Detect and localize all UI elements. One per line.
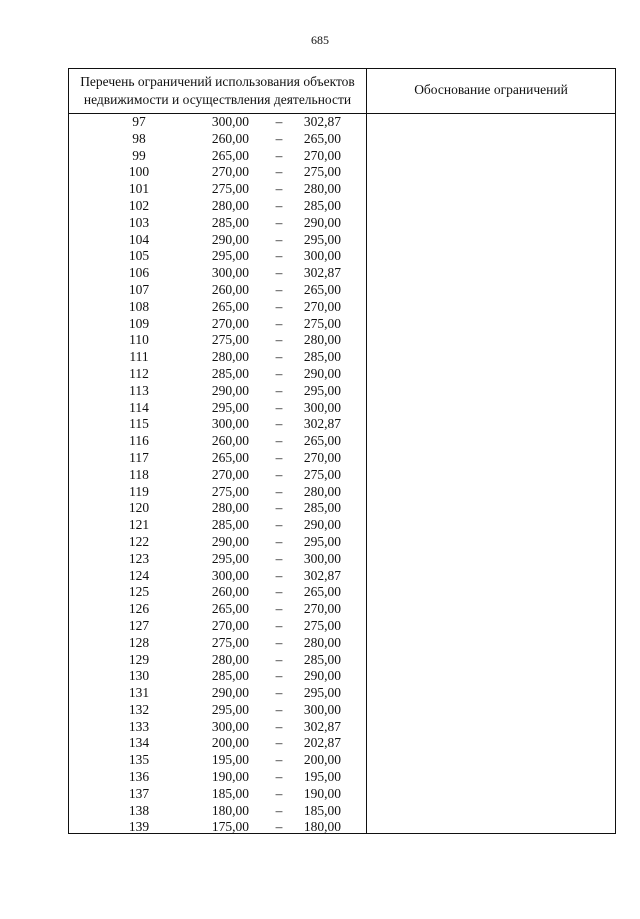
row-number: 121: [128, 517, 150, 533]
range-dash: –: [275, 332, 283, 348]
row-number: 130: [128, 668, 150, 684]
range-dash: –: [275, 382, 283, 398]
row-number: 98: [132, 130, 146, 146]
range-from: 300,00: [211, 416, 249, 432]
range-dash: –: [275, 701, 283, 717]
table-row: [69, 769, 366, 786]
row-number: 128: [128, 634, 150, 650]
row-number: 100: [128, 164, 150, 180]
table-row: [69, 450, 366, 467]
range-from: 275,00: [211, 634, 249, 650]
row-number: 126: [128, 601, 150, 617]
row-number: 125: [128, 584, 150, 600]
table-body: [69, 114, 366, 836]
table-row: [69, 349, 366, 366]
row-number: 105: [128, 248, 150, 264]
table-row: [69, 299, 366, 316]
table-row: [69, 735, 366, 752]
range-dash: –: [275, 449, 283, 465]
range-from: 300,00: [211, 265, 249, 281]
range-to: 275,00: [303, 466, 341, 482]
row-number: 124: [128, 567, 150, 583]
range-from: 260,00: [211, 281, 249, 297]
range-dash: –: [275, 651, 283, 667]
row-number: 117: [129, 449, 149, 465]
range-to: 285,00: [303, 500, 341, 516]
range-dash: –: [275, 164, 283, 180]
table-row: [69, 316, 366, 333]
row-number: 122: [128, 533, 150, 549]
range-from: 285,00: [211, 517, 249, 533]
range-to: 280,00: [303, 483, 341, 499]
table-row: [69, 265, 366, 282]
range-from: 300,00: [211, 114, 249, 129]
row-number: 129: [128, 651, 150, 667]
table-row: [69, 248, 366, 265]
range-from: 295,00: [211, 701, 249, 717]
table-row: [69, 114, 366, 131]
range-to: 290,00: [303, 517, 341, 533]
table-row: [69, 500, 366, 517]
row-number: 110: [129, 332, 149, 348]
range-to: 300,00: [303, 701, 341, 717]
range-from: 280,00: [211, 500, 249, 516]
row-number: 111: [129, 349, 149, 365]
table-row: [69, 601, 366, 618]
range-dash: –: [275, 500, 283, 516]
row-number: 109: [128, 315, 150, 331]
range-dash: –: [275, 685, 283, 701]
range-to: 285,00: [303, 197, 341, 213]
table-row: [69, 282, 366, 299]
range-to: 270,00: [303, 147, 341, 163]
header-justification: Обоснование ограничений: [414, 82, 568, 97]
header-left-line2: недвижимости и осуществления деятельности: [83, 92, 352, 107]
table-row: [69, 685, 366, 702]
table-row: [69, 668, 366, 685]
range-to: 265,00: [303, 584, 341, 600]
range-to: 295,00: [303, 231, 341, 247]
range-dash: –: [275, 181, 283, 197]
range-to: 270,00: [303, 298, 341, 314]
range-from: 290,00: [211, 533, 249, 549]
range-from: 200,00: [211, 735, 249, 751]
range-from: 285,00: [211, 365, 249, 381]
range-from: 260,00: [211, 584, 249, 600]
range-dash: –: [275, 668, 283, 684]
range-dash: –: [275, 433, 283, 449]
range-to: 280,00: [303, 332, 341, 348]
table-row: [69, 786, 366, 803]
range-to: 275,00: [303, 617, 341, 633]
range-to: 275,00: [303, 164, 341, 180]
range-from: 275,00: [211, 332, 249, 348]
range-from: 195,00: [211, 752, 249, 768]
range-from: 290,00: [211, 231, 249, 247]
table-row: [69, 232, 366, 249]
table-row: [69, 752, 366, 769]
range-to: 300,00: [303, 248, 341, 264]
range-to: 280,00: [303, 634, 341, 650]
range-to: 295,00: [303, 685, 341, 701]
range-to: 290,00: [303, 214, 341, 230]
range-dash: –: [275, 265, 283, 281]
range-to: 302,87: [303, 718, 341, 734]
range-dash: –: [275, 416, 283, 432]
range-to: 300,00: [303, 399, 341, 415]
table-row: [69, 534, 366, 551]
range-dash: –: [275, 349, 283, 365]
range-from: 265,00: [211, 147, 249, 163]
row-number: 99: [132, 147, 146, 163]
range-dash: –: [275, 298, 283, 314]
table-row: [69, 568, 366, 585]
range-dash: –: [275, 214, 283, 230]
range-to: 265,00: [303, 130, 341, 146]
range-from: 300,00: [211, 567, 249, 583]
range-dash: –: [275, 365, 283, 381]
range-from: 290,00: [211, 685, 249, 701]
range-from: 260,00: [211, 433, 249, 449]
table-row: [69, 484, 366, 501]
table-row: [69, 618, 366, 635]
table-row: [69, 467, 366, 484]
range-from: 270,00: [211, 617, 249, 633]
range-dash: –: [275, 802, 283, 818]
table-row: [69, 803, 366, 820]
range-to: 275,00: [303, 315, 341, 331]
restrictions-table: [68, 68, 616, 834]
range-dash: –: [275, 752, 283, 768]
table-row: [69, 181, 366, 198]
range-from: 265,00: [211, 601, 249, 617]
column-divider: [366, 69, 367, 833]
row-number: 101: [128, 181, 150, 197]
range-dash: –: [275, 785, 283, 801]
range-from: 280,00: [211, 651, 249, 667]
header-restrictions-list: [69, 73, 366, 109]
range-dash: –: [275, 819, 283, 835]
range-to: 290,00: [303, 668, 341, 684]
range-from: 285,00: [211, 214, 249, 230]
range-from: 270,00: [211, 466, 249, 482]
range-to: 302,87: [303, 567, 341, 583]
range-to: 285,00: [303, 651, 341, 667]
range-from: 260,00: [211, 130, 249, 146]
range-dash: –: [275, 130, 283, 146]
range-to: 270,00: [303, 449, 341, 465]
range-dash: –: [275, 533, 283, 549]
range-from: 185,00: [211, 785, 249, 801]
range-to: 285,00: [303, 349, 341, 365]
range-dash: –: [275, 231, 283, 247]
range-dash: –: [275, 601, 283, 617]
range-dash: –: [275, 617, 283, 633]
range-dash: –: [275, 735, 283, 751]
range-from: 270,00: [211, 164, 249, 180]
row-number: 103: [128, 214, 150, 230]
range-to: 290,00: [303, 365, 341, 381]
range-to: 185,00: [303, 802, 341, 818]
range-dash: –: [275, 550, 283, 566]
table-header: [69, 69, 615, 114]
table-row: [69, 198, 366, 215]
range-from: 275,00: [211, 483, 249, 499]
table-row: [69, 366, 366, 383]
row-number: 116: [129, 433, 149, 449]
range-from: 275,00: [211, 181, 249, 197]
range-dash: –: [275, 114, 283, 129]
table-row: [69, 400, 366, 417]
range-dash: –: [275, 483, 283, 499]
range-from: 265,00: [211, 449, 249, 465]
row-number: 106: [128, 265, 150, 281]
row-number: 132: [128, 701, 150, 717]
row-number: 108: [128, 298, 150, 314]
range-from: 285,00: [211, 668, 249, 684]
range-from: 290,00: [211, 382, 249, 398]
table-row: [69, 719, 366, 736]
table-row: [69, 332, 366, 349]
range-from: 295,00: [211, 248, 249, 264]
row-number: 104: [128, 231, 150, 247]
range-dash: –: [275, 466, 283, 482]
range-dash: –: [275, 315, 283, 331]
range-to: 302,87: [303, 114, 341, 129]
range-dash: –: [275, 399, 283, 415]
range-to: 265,00: [303, 433, 341, 449]
range-to: 180,00: [303, 819, 341, 835]
page-number: 685: [311, 33, 329, 47]
table-row: [69, 652, 366, 669]
row-number: 133: [128, 718, 150, 734]
table-row: [69, 131, 366, 148]
range-from: 265,00: [211, 298, 249, 314]
range-to: 270,00: [303, 601, 341, 617]
range-dash: –: [275, 248, 283, 264]
row-number: 120: [128, 500, 150, 516]
range-to: 295,00: [303, 533, 341, 549]
row-number: 118: [129, 466, 149, 482]
table-row: [69, 819, 366, 836]
table-row: [69, 635, 366, 652]
range-from: 280,00: [211, 197, 249, 213]
table-row: [69, 517, 366, 534]
table-row: [69, 433, 366, 450]
range-dash: –: [275, 197, 283, 213]
row-number: 112: [129, 365, 149, 381]
range-to: 190,00: [303, 785, 341, 801]
range-from: 295,00: [211, 550, 249, 566]
range-to: 195,00: [303, 769, 341, 785]
range-from: 300,00: [211, 718, 249, 734]
table-row: [69, 551, 366, 568]
range-dash: –: [275, 584, 283, 600]
range-dash: –: [275, 517, 283, 533]
range-dash: –: [275, 147, 283, 163]
row-number: 123: [128, 550, 150, 566]
range-from: 270,00: [211, 315, 249, 331]
table-row: [69, 164, 366, 181]
row-number: 134: [128, 735, 150, 751]
range-to: 302,87: [303, 416, 341, 432]
range-to: 295,00: [303, 382, 341, 398]
row-number: 127: [128, 617, 150, 633]
range-to: 202,87: [303, 735, 341, 751]
header-left-line1: Перечень ограничений использования объектов: [80, 74, 355, 89]
row-number: 114: [129, 399, 149, 415]
row-number: 119: [129, 483, 149, 499]
row-number: 135: [128, 752, 150, 768]
row-number: 137: [128, 785, 150, 801]
range-to: 300,00: [303, 550, 341, 566]
table-row: [69, 215, 366, 232]
row-number: 115: [129, 416, 149, 432]
table-row: [69, 383, 366, 400]
row-number: 107: [128, 281, 150, 297]
range-to: 302,87: [303, 265, 341, 281]
range-to: 265,00: [303, 281, 341, 297]
row-number: 97: [132, 114, 146, 129]
range-dash: –: [275, 281, 283, 297]
table-row: [69, 702, 366, 719]
table-row: [69, 416, 366, 433]
range-dash: –: [275, 769, 283, 785]
table-row: [69, 584, 366, 601]
row-number: 138: [128, 802, 150, 818]
range-dash: –: [275, 634, 283, 650]
row-number: 131: [128, 685, 150, 701]
row-number: 136: [128, 769, 150, 785]
range-from: 175,00: [211, 819, 249, 835]
range-to: 200,00: [303, 752, 341, 768]
row-number: 102: [128, 197, 150, 213]
range-from: 180,00: [211, 802, 249, 818]
row-number: 139: [128, 819, 150, 835]
range-dash: –: [275, 567, 283, 583]
range-from: 190,00: [211, 769, 249, 785]
range-dash: –: [275, 718, 283, 734]
range-from: 280,00: [211, 349, 249, 365]
table-row: [69, 148, 366, 165]
row-number: 113: [129, 382, 149, 398]
range-to: 280,00: [303, 181, 341, 197]
range-from: 295,00: [211, 399, 249, 415]
